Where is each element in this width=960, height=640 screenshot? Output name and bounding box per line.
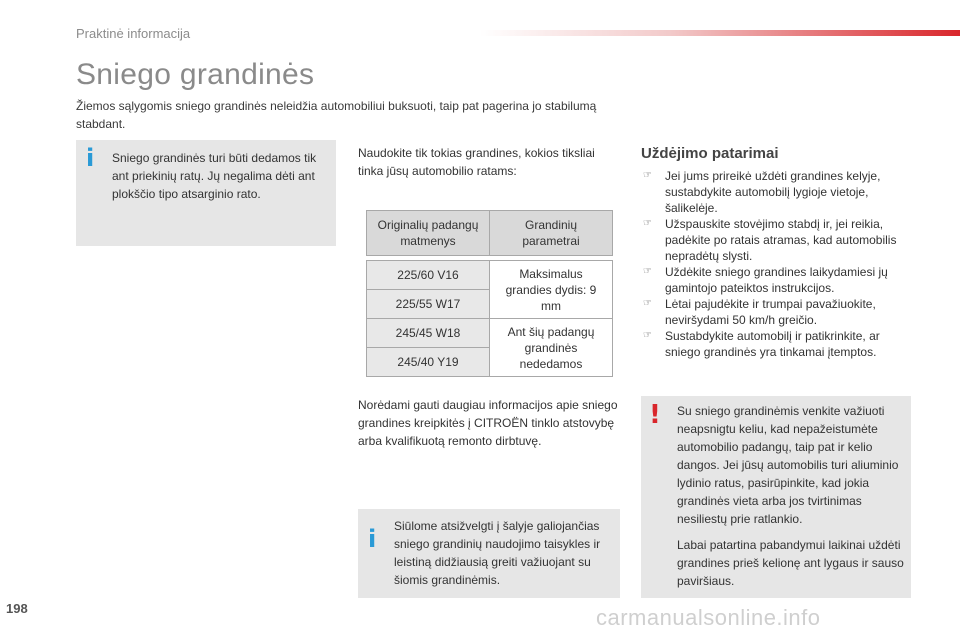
table-header-chain-params: Grandinių parametrai [490,211,613,256]
arrow-icon: ☞ [643,266,652,277]
more-info-text: Norėdami gauti daugiau informacijos apie sniego grandines kreipkitės į CITROËN tinklo atstovybę arba kvalifikuotą remonto dirbtuvę. [358,398,618,448]
tips-list [641,168,911,360]
tire-chain-table [366,210,613,377]
info-box-regulations [358,509,620,598]
table-header-tire-size: Originalių padangų matmenys [367,211,490,256]
info-box-text: Sniego grandinės turi būti dedamos tik ant priekinių ratų. Jų negalima dėti ant plokščio tipo atsarginio rato. [112,151,317,201]
info-box-text: Siūlome atsižvelgti į šalyje galiojančias sniego grandinių naudojimo taisykles ir leistiną didžiausią greiti važiuojant su šiomis grandinėmis. [394,519,601,587]
warning-text-recommendation: Labai patartina pabandymui laikinai uždėti grandines prieš kelionę ant lygaus ir sauso paviršiaus. [677,538,904,588]
page-number: 198 [6,601,28,616]
table-cell-tire-size: 225/55 W17 [367,290,490,319]
page-intro: Žiemos sąlygomis sniego grandinės neleidžia automobiliui buksuoti, taip pat pagerina jo stabilumą stabdant. [76,99,597,131]
arrow-icon: ☞ [643,298,652,309]
table-cell-tire-size: 245/40 Y19 [367,348,490,377]
arrow-icon: ☞ [643,330,652,341]
tips-title: Uždėjimo patarimai [641,145,779,162]
chains-usage-text: Naudokite tik tokias grandines, kokios tiksliai tinka jūsų automobilio ratams: [358,146,595,178]
section-header: Praktinė informacija [76,26,191,41]
list-item: ☞ Sustabdykite automobilį ir patikrinkite, ar sniego grandinės yra tinkamai įtemptos. [643,329,880,359]
info-icon: i [86,144,95,172]
arrow-icon: ☞ [643,170,652,181]
watermark: carmanualsonline.info [596,605,821,630]
info-icon: i [368,525,377,553]
table-cell-tire-size: 225/60 V16 [367,261,490,290]
header-rule [480,30,960,36]
warning-text: Su sniego grandinėmis venkite važiuoti neapsnigtu keliu, kad nepažeistumėte automobilio padangų, taip pat ir kelio dangos. Jei jūsų automobilis turi aliuminio lydinio ratus, pasirūpinkite, kad jokia grandinės vieta arba jos tvirtinimas nesiliestų prie ratlankio. [677,404,899,526]
list-item: ☞ Užspauskite stovėjimo stabdį ir, jei reikia, padėkite po ratais atramas, kad automobilis nepradėtų slysti. [643,217,897,263]
table-cell-tire-size: 245/45 W18 [367,319,490,348]
page-title: Sniego grandinės [76,58,315,91]
info-box-front-wheels [76,140,336,246]
warning-box [641,396,911,598]
table-cell-chain-param: Ant šių padangų grandinės nededamos [490,319,613,377]
arrow-icon: ☞ [643,218,652,229]
list-item: ☞ Lėtai pajudėkite ir trumpai pavažiuokite, neviršydami 50 km/h greičio. [643,297,876,327]
list-item: ☞ Uždėkite sniego grandines laikydamiesi jų gamintojo pateiktos instrukcijos. [643,265,888,295]
list-item: ☞ Jei jums prireikė uždėti grandines kelyje, sustabdykite automobilį lygioje vietoje, šalikelėje. [643,169,881,215]
table-cell-chain-param: Maksimalus grandies dydis: 9 mm [490,261,613,319]
warning-icon: ! [649,400,661,430]
